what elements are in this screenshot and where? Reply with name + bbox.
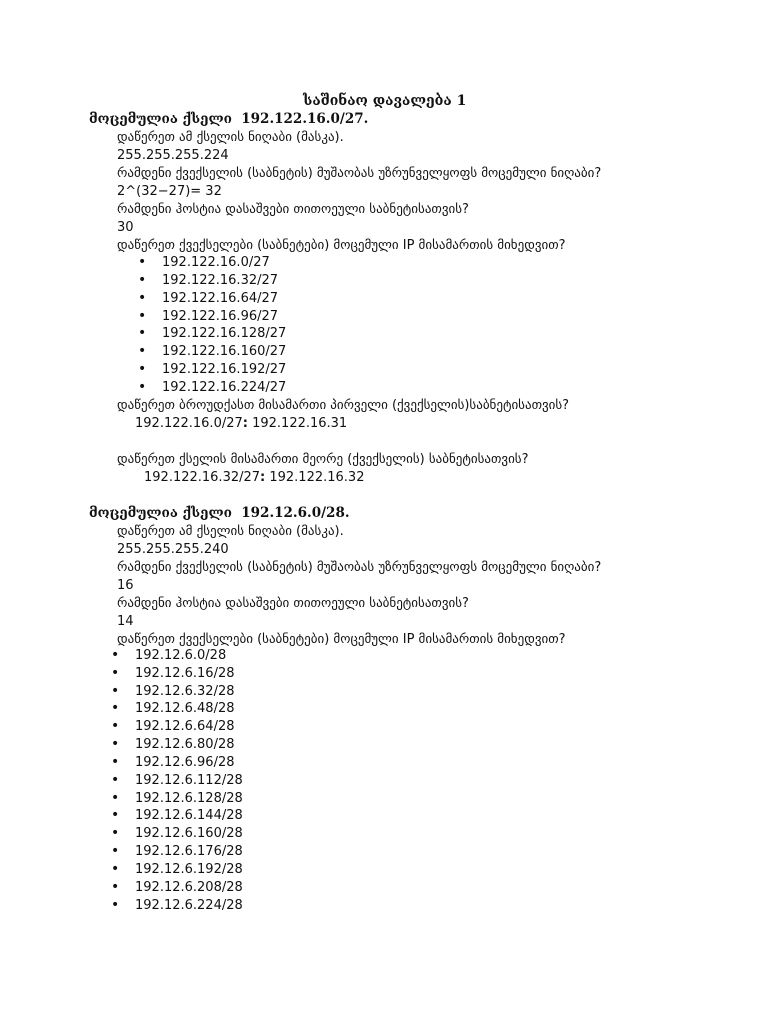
bullet-icon: • — [111, 790, 120, 806]
section-1-answer-broadcast: 192.122.16.0/27: 192.122.16.31 — [135, 416, 348, 431]
section-2-heading — [89, 505, 350, 522]
list-item: • 192.12.6.128/28 — [111, 790, 243, 806]
section-1-question-hosts: რამდენი ჰოსტია დასაშვები თითოეული საბნეტისათვის? — [117, 202, 469, 217]
bullet-icon: • — [111, 897, 120, 913]
section-2-heading-net: 192.12.6.0/28. — [241, 505, 350, 521]
list-item: • 192.122.16.0/27 — [138, 254, 270, 270]
list-item: • 192.12.6.208/28 — [111, 879, 243, 895]
list-item: • 192.122.16.64/27 — [138, 290, 279, 306]
section-1-answer-mask: 255.255.255.224 — [117, 148, 229, 163]
page-title: საშინაო დავალება 1 — [303, 93, 467, 109]
list-item: • 192.122.16.128/27 — [138, 325, 287, 341]
list-item: • 192.12.6.192/28 — [111, 861, 243, 877]
list-item: • 192.12.6.48/28 — [111, 700, 235, 716]
list-item: • 192.12.6.80/28 — [111, 736, 235, 752]
list-item: • 192.12.6.112/28 — [111, 772, 243, 788]
section-2-answer-mask: 255.255.255.240 — [117, 542, 229, 557]
bullet-icon: • — [111, 718, 120, 734]
list-item: • 192.12.6.224/28 — [111, 897, 243, 913]
section-2-heading-label: მოცემულია ქსელი — [89, 505, 232, 521]
section-1-question-mask: დაწერეთ ამ ქსელის ნიღაბი (მასკა). — [117, 130, 344, 145]
section-2-answer-subnets: 16 — [117, 578, 134, 593]
bullet-icon: • — [138, 361, 147, 377]
bullet-icon: • — [138, 379, 147, 395]
bullet-icon: • — [138, 343, 147, 359]
bullet-icon: • — [111, 825, 120, 841]
list-item: • 192.122.16.96/27 — [138, 308, 279, 324]
bullet-icon: • — [111, 647, 120, 663]
section-1-question-subnets: რამდენი ქვექსელის (საბნეტის) მუშაობას უზრუნველყოფს მოცემული ნიღაბი? — [117, 166, 602, 181]
section-1-answer-hosts: 30 — [117, 220, 134, 235]
list-item: • 192.122.16.224/27 — [138, 379, 287, 395]
list-item: • 192.12.6.32/28 — [111, 683, 235, 699]
bullet-icon: • — [111, 879, 120, 895]
list-item: • 192.12.6.144/28 — [111, 807, 243, 823]
bullet-icon: • — [111, 807, 120, 823]
list-item: • 192.12.6.176/28 — [111, 843, 243, 859]
bullet-icon: • — [111, 861, 120, 877]
section-1-heading — [89, 111, 368, 128]
list-item: • 192.122.16.192/27 — [138, 361, 287, 377]
section-1-heading-net: 192.122.16.0/27. — [241, 111, 369, 127]
section-2-question-list: დაწერეთ ქვექსელები (საბნეტები) მოცემული IP მისამართის მიხედვით? — [117, 632, 566, 647]
list-item: • 192.12.6.160/28 — [111, 825, 243, 841]
section-1-answer-subnets: 2^(32−27)= 32 — [117, 184, 222, 199]
bullet-icon: • — [138, 272, 147, 288]
section-2-answer-hosts: 14 — [117, 614, 134, 629]
section-2-question-subnets: რამდენი ქვექსელის (საბნეტის) მუშაობას უზრუნველყოფს მოცემული ნიღაბი? — [117, 560, 602, 575]
bullet-icon: • — [111, 665, 120, 681]
list-item: • 192.122.16.32/27 — [138, 272, 279, 288]
section-1-question-network-address: დაწერეთ ქსელის მისამართი მეორე (ქვექსელის) საბნეტისათვის? — [117, 452, 529, 467]
section-2-question-hosts: რამდენი ჰოსტია დასაშვები თითოეული საბნეტისათვის? — [117, 596, 469, 611]
bullet-icon: • — [138, 325, 147, 341]
section-1-question-broadcast: დაწერეთ ბროუდქასთ მისამართი პირველი (ქვექსელის)საბნეტისათვის? — [117, 398, 570, 413]
bullet-icon: • — [111, 683, 120, 699]
section-1-answer-network-address: 192.122.16.32/27: 192.122.16.32 — [144, 470, 365, 485]
bullet-icon: • — [138, 308, 147, 324]
list-item: • 192.12.6.64/28 — [111, 718, 235, 734]
list-item: • 192.12.6.0/28 — [111, 647, 227, 663]
list-item: • 192.122.16.160/27 — [138, 343, 287, 359]
bullet-icon: • — [111, 754, 120, 770]
bullet-icon: • — [138, 254, 147, 270]
section-1-heading-label: მოცემულია ქსელი — [89, 111, 232, 127]
bullet-icon: • — [138, 290, 147, 306]
bullet-icon: • — [111, 772, 120, 788]
list-item: • 192.12.6.96/28 — [111, 754, 235, 770]
list-item: • 192.12.6.16/28 — [111, 665, 235, 681]
bullet-icon: • — [111, 736, 120, 752]
section-2-question-mask: დაწერეთ ამ ქსელის ნიღაბი (მასკა). — [117, 524, 344, 539]
bullet-icon: • — [111, 700, 120, 716]
bullet-icon: • — [111, 843, 120, 859]
section-1-question-list: დაწერეთ ქვექსელები (საბნეტები) მოცემული IP მისამართის მიხედვით? — [117, 238, 566, 253]
